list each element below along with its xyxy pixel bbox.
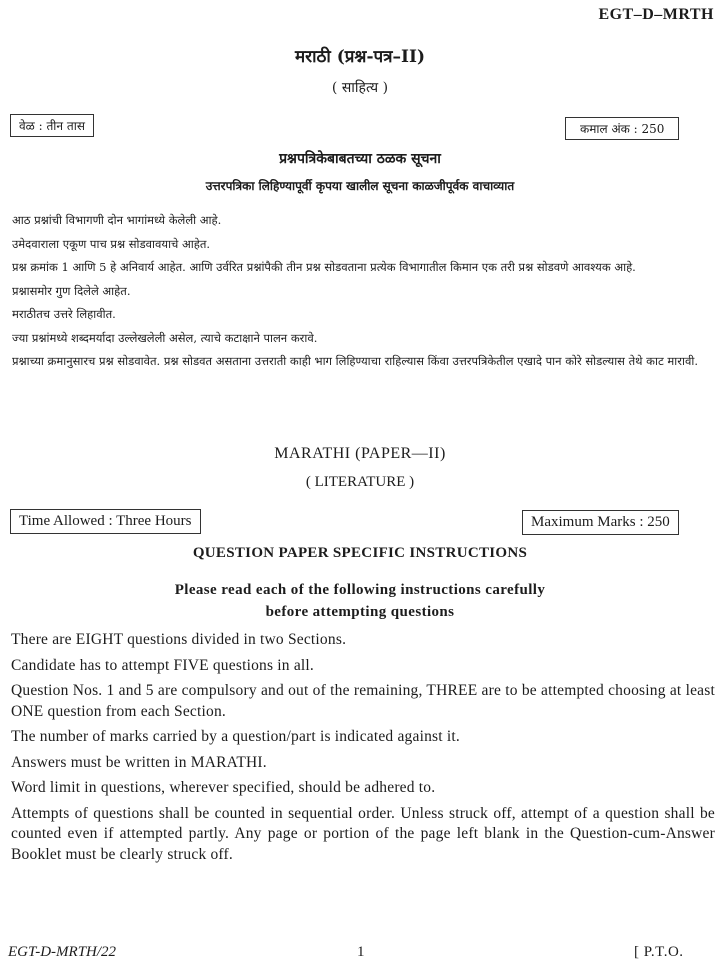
english-title: MARATHI (PAPER—II) [274, 445, 446, 462]
english-max-marks-box: Maximum Marks : 250 [522, 510, 679, 535]
english-instruction-1: There are EIGHT questions divided in two Sections. [11, 631, 347, 648]
english-instruction-3: Question Nos. 1 and 5 are compulsory and out of the remaining, THREE are to be attempted choosing at least ONE question from each Section. [11, 682, 715, 720]
english-read-carefully-note [0, 579, 720, 623]
english-time-allowed-box: Time Allowed : Three Hours [10, 509, 201, 534]
marathi-time-allowed-box: वेळ : तीन तास [10, 114, 94, 137]
marathi-instruction-6: ज्या प्रश्नांमध्ये शब्दमर्यादा उल्लेखलेली असेल, त्याचे कटाक्षाने पालन करावे. [12, 330, 318, 345]
marathi-instruction-7: प्रश्नाच्या क्रमानुसारच प्रश्न सोडवावेत. प्रश्न सोडवत असताना उत्तराती काही भाग लिहिण्याचा राहिल्यास किंवा उत्तरपत्रिकेतील एखादे पान कोरे सोडल्यास तेथे काट मारावी. [12, 354, 698, 368]
footer-pto: [ P.T.O. [634, 944, 684, 960]
marathi-instruction-5: मराठीतच उत्तरे लिहावीत. [12, 307, 116, 321]
read-carefully-line-1: Please read each of the following instructions carefully [174, 582, 546, 598]
footer-page-number: 1 [357, 944, 365, 960]
marathi-instruction-2: उमेदवाराला एकूण पाच प्रश्न सोडवावयाचे आहेत. [12, 236, 211, 251]
english-instruction-2: Candidate has to attempt FIVE questions in all. [11, 656, 314, 674]
english-instruction-6: Word limit in questions, wherever specified, should be adhered to. [11, 779, 436, 796]
marathi-subtitle: ( साहित्य ) [331, 80, 389, 96]
marathi-title: मराठी (प्रश्न-पत्र–II) [295, 47, 425, 67]
english-instructions-list [11, 630, 715, 870]
marathi-instructions-heading: प्रश्नपत्रिकेबाबतच्या ठळक सूचना [279, 151, 441, 167]
english-instruction-4: The number of marks carried by a question/part is indicated against it. [11, 728, 460, 745]
read-carefully-line-2: before attempting questions [265, 604, 455, 620]
marathi-max-marks-box: कमाल अंक : 250 [565, 117, 679, 140]
english-instruction-5: Answers must be written in MARATHI. [11, 753, 267, 771]
marathi-instruction-4: प्रश्नासमोर गुण दिलेले आहेत. [12, 283, 131, 298]
english-subtitle: ( LITERATURE ) [305, 474, 415, 490]
marathi-instructions-subheading: उत्तरपत्रिका लिहिण्यापूर्वी कृपया खालील सूचना काळजीपूर्वक वाचाव्यात [205, 179, 515, 193]
marathi-instruction-1: आठ प्रश्नांची विभागणी दोन भागांमध्ये केलेली आहे. [12, 213, 222, 227]
marathi-instruction-3: प्रश्न क्रमांक 1 आणि 5 हे अनिवार्य आहेत. आणि उर्वरित प्रश्नांपैकी तीन प्रश्न सोडवताना प्रत्येक विभागातील किमान एक तरी प्रश्न सोडवणे आवश्यक आहे. [12, 260, 636, 274]
footer-paper-code: EGT-D-MRTH/22 [8, 944, 117, 960]
english-instructions-heading: QUESTION PAPER SPECIFIC INSTRUCTIONS [192, 545, 528, 561]
marathi-instructions-list [12, 210, 712, 375]
english-instruction-7: Attempts of questions shall be counted in sequential order. Unless struck off, attempt of a question shall be counted even if attempted partly. Any page or portion of the page left blank in the Question-cum-Answer Booklet must be clearly struck off. [11, 804, 715, 863]
paper-code: EGT–D–MRTH [598, 6, 714, 23]
